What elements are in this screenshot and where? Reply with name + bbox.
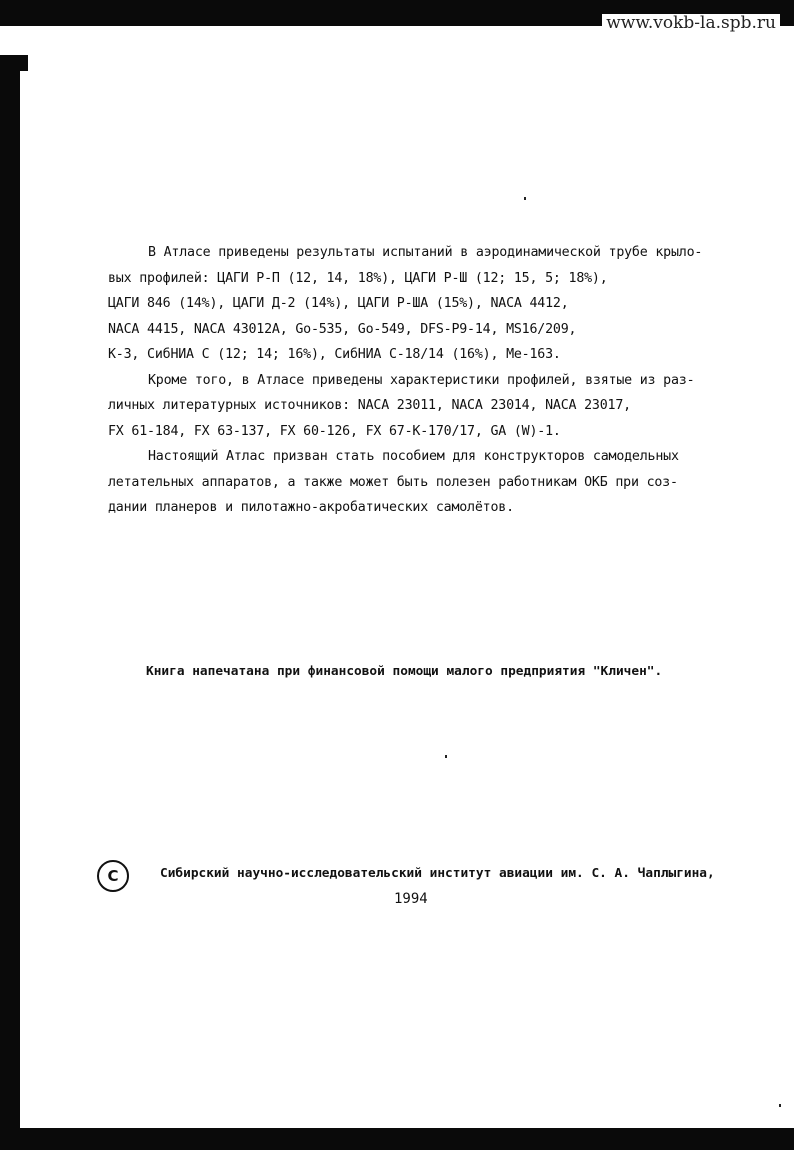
text-line: Настоящий Атлас призван стать пособием для конструкторов самодельных — [148, 449, 679, 464]
text-line: личных литературных источников: NACA 23011, NACA 23014, NACA 23017, — [108, 398, 631, 413]
publication-year: 1994 — [394, 891, 428, 907]
paragraph-purpose — [108, 444, 730, 521]
body-text — [108, 240, 730, 521]
left-scan-border — [0, 55, 20, 1150]
text-line: NACA 4415, NACA 43012A, Go-535, Go-549, DFS-P9-14, MS16/209, — [108, 321, 577, 337]
scan-speck — [524, 197, 526, 200]
bottom-scan-border — [20, 1128, 794, 1150]
text-line: ЦАГИ 846 (14%), ЦАГИ Д-2 (14%), ЦАГИ Р-ША (15%), NACA 4412, — [108, 296, 569, 311]
text-line: FX 61-184, FX 63-137, FX 60-126, FX 67-K-170/17, GA (W)-1. — [108, 423, 561, 439]
funding-notice: Книга напечатана при финансовой помощи малого предприятия "Кличен". — [146, 664, 663, 679]
text-line: летательных аппаратов, а также может быть полезен работникам ОКБ при соз- — [108, 474, 678, 490]
copyright-icon: C — [97, 860, 129, 892]
text-line: В Атласе приведены результаты испытаний в аэродинамической трубе крыло- — [148, 245, 703, 260]
text-line: вых профилей: ЦАГИ Р-П (12, 14, 18%), ЦАГИ Р-Ш (12; 15, 5; 18%), — [108, 270, 608, 286]
institute-name: Сибирский научно-исследовательский институт авиации им. С. А. Чаплыгина, — [160, 866, 715, 881]
scan-speck — [445, 755, 447, 758]
paragraph-tested-profiles — [108, 240, 730, 368]
site-url[interactable]: www.vokb-la.spb.ru — [602, 14, 780, 32]
text-line: K-3, СибНИА С (12; 14; 16%), СибНИА С-18/14 (16%), Me-163. — [108, 347, 561, 362]
text-line: дании планеров и пилотажно-акробатических самолётов. — [108, 500, 514, 515]
paragraph-literature-profiles — [108, 368, 730, 445]
left-scan-notch — [16, 55, 28, 71]
scan-speck — [779, 1104, 781, 1107]
text-line: Кроме того, в Атласе приведены характеристики профилей, взятые из раз- — [148, 372, 695, 388]
